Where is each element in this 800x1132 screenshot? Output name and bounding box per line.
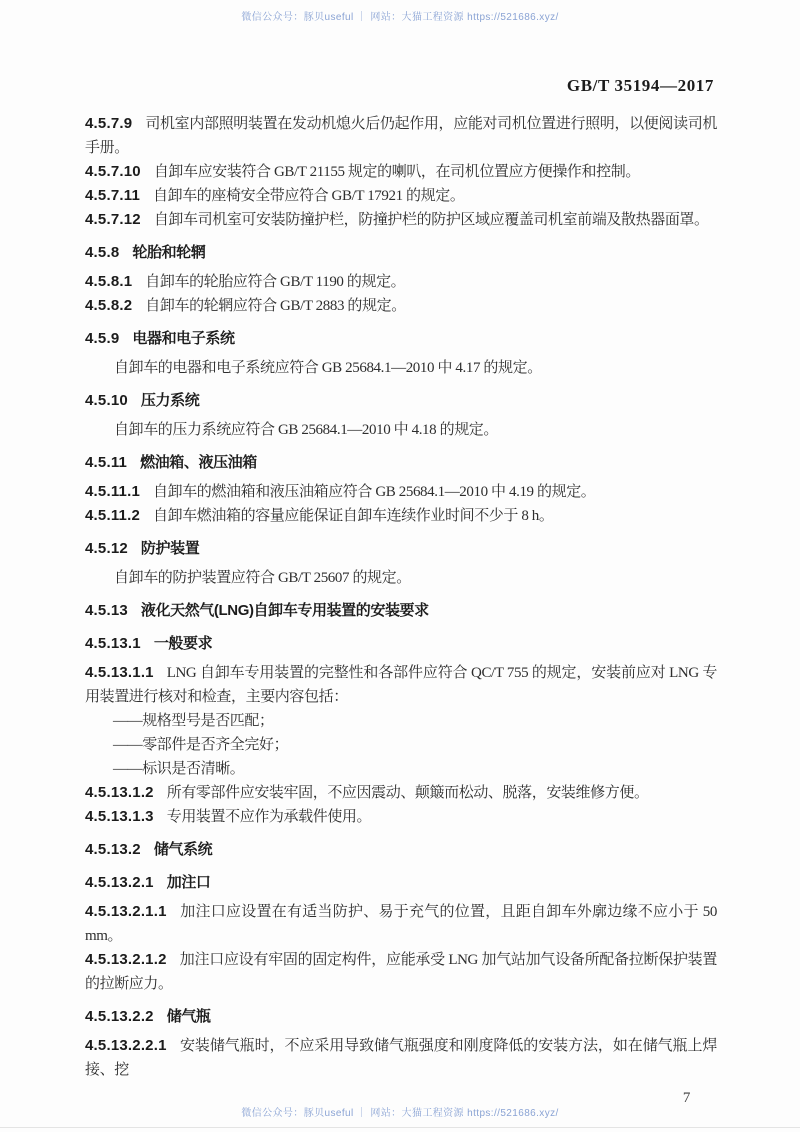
clause-item: [85, 781, 717, 805]
clause-text: 加注口: [166, 874, 211, 891]
section-heading: [85, 632, 717, 656]
clause-number: 4.5.7.9: [85, 115, 133, 132]
section-heading: [85, 537, 717, 561]
paragraph: [85, 566, 717, 590]
clause-text: 压力系统: [140, 392, 200, 409]
page-number: 7: [682, 1090, 690, 1106]
clause-number: 4.5.8: [85, 244, 120, 261]
clause-text: 自卸车的轮辋应符合 GB/T 2883 的规定。: [145, 298, 406, 314]
paragraph: [85, 356, 717, 380]
clause-text: 一般要求: [153, 635, 213, 652]
clause-number: 4.5.11: [85, 454, 128, 471]
page-bottom-rule: [0, 1127, 800, 1128]
clause-item: [85, 294, 717, 318]
clause-text: 燃油箱、液压油箱: [140, 454, 257, 471]
clause-item: [85, 900, 717, 948]
clause-number: 4.5.9: [85, 330, 120, 347]
clause-number: 4.5.13.2.2.1: [85, 1037, 167, 1054]
section-heading: [85, 838, 717, 862]
clause-number: 4.5.7.12: [85, 211, 141, 228]
watermark-header: 微信公众号：豚贝useful ｜ 网站：大猫工程资源 https://521686.xyz/: [241, 12, 559, 23]
clause-number: 4.5.13.2.1.2: [85, 951, 167, 968]
clause-text: 自卸车应安装符合 GB/T 21155 规定的喇叭，在司机位置应方便操作和控制。: [153, 164, 640, 180]
dash-list-item: [85, 757, 717, 781]
paragraph: [85, 418, 717, 442]
standard-number: GB/T 35194—2017: [566, 76, 714, 95]
clause-item: [85, 661, 717, 709]
clause-number: 4.5.13.2: [85, 841, 141, 858]
clause-text: 所有零部件应安装牢固，不应因震动、颠簸而松动、脱落，安装维修方便。: [166, 785, 649, 801]
clause-text: 轮胎和轮辋: [132, 244, 206, 261]
clause-text: 自卸车司机室可安装防撞护栏，防撞护栏的防护区域应覆盖司机室前端及散热器面罩。: [153, 212, 709, 228]
clause-text: 加注口应设置在有适当防护、易于充气的位置，且距自卸车外廓边缘不应小于 50 mm。: [85, 904, 717, 944]
clause-text: 储气系统: [153, 841, 213, 858]
section-heading: [85, 599, 717, 623]
clause-number: 4.5.8.2: [85, 297, 133, 314]
clause-blocks: [85, 112, 717, 1082]
clause-text: 安装储气瓶时，不应采用导致储气瓶强度和刚度降低的安装方法，如在储气瓶上焊接、挖: [85, 1038, 717, 1078]
clause-number: 4.5.11.1: [85, 483, 140, 500]
clause-text: 储气瓶: [166, 1008, 211, 1025]
clause-number: 4.5.13.2.2: [85, 1008, 154, 1025]
clause-item: [85, 160, 717, 184]
clause-item: [85, 1034, 717, 1082]
clause-number: 4.5.13.1: [85, 635, 141, 652]
section-heading: [85, 451, 717, 475]
clause-text: 司机室内部照明装置在发动机熄火后仍起作用，应能对司机位置进行照明，以便阅读司机手册。: [85, 116, 717, 156]
clause-number: 4.5.11.2: [85, 507, 140, 524]
clause-number: 4.5.13.1.1: [85, 664, 154, 681]
clause-text: 专用装置不应作为承载件使用。: [166, 809, 372, 825]
clause-text: 液化天然气(LNG)自卸车专用装置的安装要求: [140, 602, 429, 619]
clause-text: 自卸车的座椅安全带应符合 GB/T 17921 的规定。: [153, 188, 465, 204]
clause-text: 自卸车的压力系统应符合 GB 25684.1—2010 中 4.18 的规定。: [114, 422, 498, 438]
clause-text: ——零部件是否齐全完好；: [113, 737, 289, 753]
clause-text: 加注口应设有牢固的固定构件，应能承受 LNG 加气站加气设备所配备拉断保护装置的拉断应力。: [85, 952, 717, 992]
document-body: [85, 112, 717, 1110]
clause-number: 4.5.7.11: [85, 187, 140, 204]
section-heading: [85, 389, 717, 413]
clause-item: [85, 270, 717, 294]
clause-item: [85, 805, 717, 829]
dash-list-item: [85, 733, 717, 757]
clause-text: 自卸车的轮胎应符合 GB/T 1190 的规定。: [145, 274, 406, 290]
clause-number: 4.5.12: [85, 540, 128, 557]
clause-number: 4.5.8.1: [85, 273, 133, 290]
clause-number: 4.5.13.2.1: [85, 874, 154, 891]
clause-number: 4.5.13: [85, 602, 128, 619]
clause-text: 电器和电子系统: [132, 330, 235, 347]
clause-item: [85, 112, 717, 160]
clause-text: 自卸车的电器和电子系统应符合 GB 25684.1—2010 中 4.17 的规定。: [114, 360, 542, 376]
clause-text: 自卸车燃油箱的容量应能保证自卸车连续作业时间不少于 8 h。: [153, 508, 554, 524]
section-heading: [85, 327, 717, 351]
clause-number: 4.5.13.1.2: [85, 784, 154, 801]
clause-number: 4.5.13.2.1.1: [85, 903, 167, 920]
clause-item: [85, 184, 717, 208]
clause-text: ——标识是否清晰。: [113, 761, 245, 777]
watermark-footer: 微信公众号：豚贝useful ｜ 网站：大猫工程资源 https://521686.xyz/: [241, 1108, 559, 1119]
clause-item: [85, 504, 717, 528]
section-heading: [85, 241, 717, 265]
clause-text: LNG 自卸车专用装置的完整性和各部件应符合 QC/T 755 的规定，安装前应对 LNG 专用装置进行核对和检查，主要内容包括：: [85, 665, 717, 705]
clause-item: [85, 948, 717, 996]
clause-number: 4.5.7.10: [85, 163, 141, 180]
section-heading: [85, 871, 717, 895]
clause-text: 自卸车的燃油箱和液压油箱应符合 GB 25684.1—2010 中 4.19 的规定。: [153, 484, 596, 500]
clause-item: [85, 480, 717, 504]
dash-list-item: [85, 709, 717, 733]
section-heading: [85, 1005, 717, 1029]
clause-text: 自卸车的防护装置应符合 GB/T 25607 的规定。: [114, 570, 411, 586]
clause-number: 4.5.10: [85, 392, 128, 409]
clause-number: 4.5.13.1.3: [85, 808, 154, 825]
clause-item: [85, 208, 717, 232]
clause-text: ——规格型号是否匹配；: [113, 713, 274, 729]
clause-text: 防护装置: [140, 540, 200, 557]
